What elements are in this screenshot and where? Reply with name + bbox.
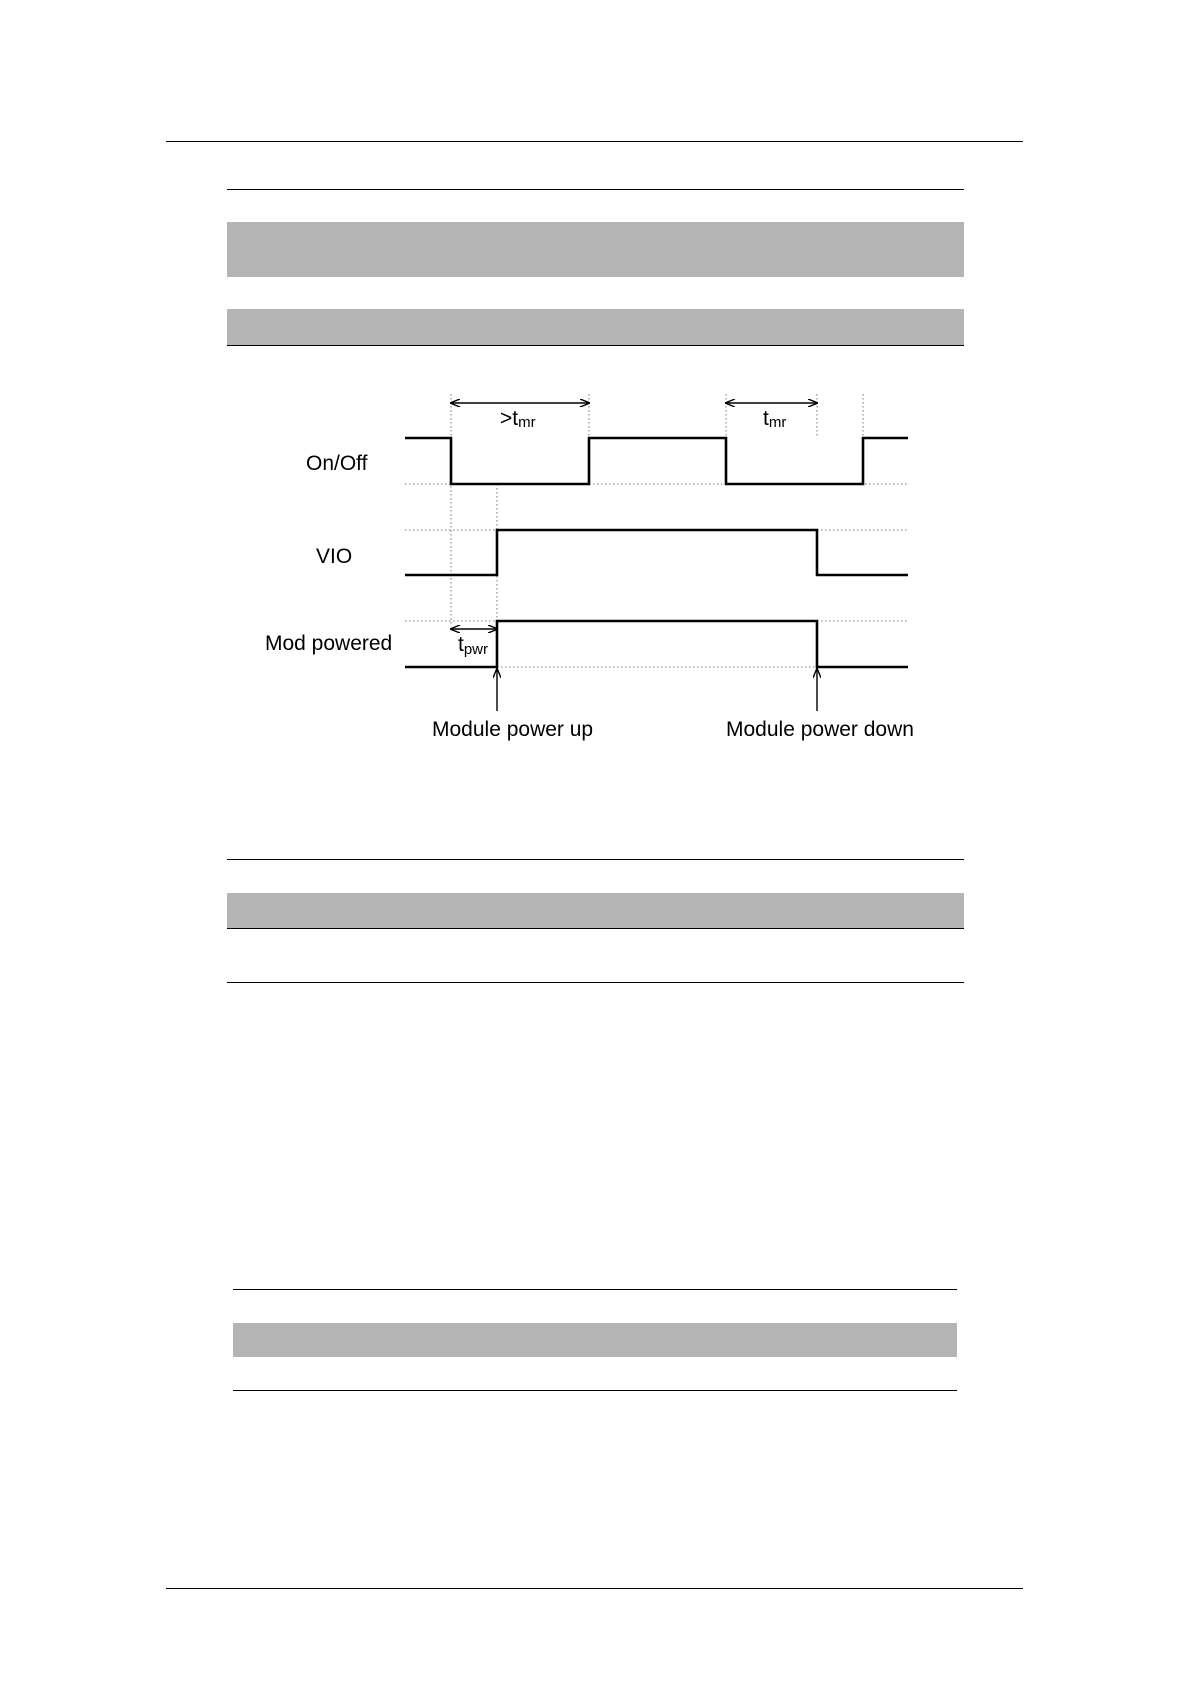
timing-label-gt-tmr: >tmr xyxy=(500,407,536,431)
table-2-bottom-rule xyxy=(227,982,964,983)
table-2-top-rule xyxy=(227,859,964,860)
event-label-power-up: Module power up xyxy=(432,718,594,741)
table-2-header-band xyxy=(227,893,964,928)
timing-label-tpwr: tpwr xyxy=(458,633,489,658)
page-footer-rule xyxy=(166,1588,1023,1589)
signal-label-vio: VIO xyxy=(316,545,353,568)
timing-diagram xyxy=(0,0,1191,760)
table-2-mid-rule xyxy=(227,928,964,929)
event-label-power-down: Module power down xyxy=(726,718,914,741)
signal-label-on-off: On/Off xyxy=(306,452,368,475)
vio-waveform xyxy=(405,530,908,575)
on-off-waveform xyxy=(405,438,908,484)
signal-label-mod-powered: Mod powered xyxy=(265,632,393,655)
table-3-bottom-rule xyxy=(233,1390,957,1391)
timing-label-tmr: tmr xyxy=(763,407,787,431)
table-3-top-rule xyxy=(233,1289,957,1290)
table-3-header-band xyxy=(233,1323,957,1357)
